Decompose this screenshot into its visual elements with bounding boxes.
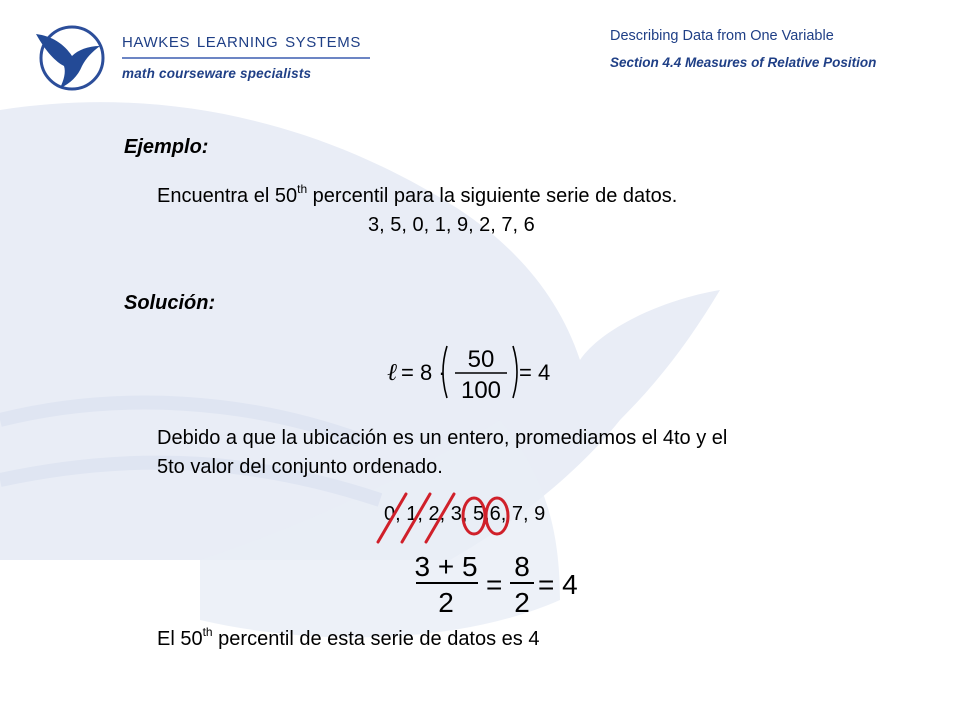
formula2-eq1: = [486,569,503,600]
hawk-logo-icon [32,22,112,94]
solution-heading: Solución: [124,292,216,314]
explanation-line2: 5to valor del conjunto ordenado. [157,456,443,478]
formula2-result: = 4 [538,569,578,600]
conclusion-before: El 50 [157,628,203,650]
example-question [157,182,677,210]
data-set: 3, 5, 0, 1, 9, 2, 7, 6 [368,214,535,236]
question-sup: th [297,182,308,196]
question-before: Encuentra el 50 [157,185,298,207]
chapter-title: Describing Data from One Variable [610,28,834,44]
question-after: percentil para la siguiente serie de datos. [307,185,678,207]
formula2-numerator2: 8 [514,552,530,582]
formula1-eq: = 8 · [401,360,446,385]
location-formula [385,340,565,404]
conclusion-after: percentil de esta serie de datos es 4 [212,628,540,650]
crossout-circle-marks-icon [370,490,510,546]
explanation-line1: Debido a que la ubicación es un entero, promediamos el 4to y el [157,427,728,449]
conclusion-sup: th [202,625,213,639]
formula1-result: = 4 [519,360,551,385]
conclusion [157,625,539,653]
sorted-data: 0, 1, 2, 3, 5,6, 7, 9 [384,503,546,525]
brand-tagline: math courseware specialists [122,66,312,81]
formula2-numerator1: 3 + 5 [414,552,478,582]
formula2-denominator1: 2 [438,587,454,616]
example-heading: Ejemplo: [124,136,209,158]
formula1-numerator: 50 [467,346,495,373]
formula1-var: ℓ [387,358,397,386]
formula2-denominator2: 2 [514,587,530,616]
brand-block [122,34,370,81]
formula1-denominator: 100 [460,377,502,404]
section-title: Section 4.4 Measures of Relative Position [610,55,877,70]
brand-name: HAWKES LEARNING SYSTEMS [122,34,370,59]
average-formula [410,552,600,616]
